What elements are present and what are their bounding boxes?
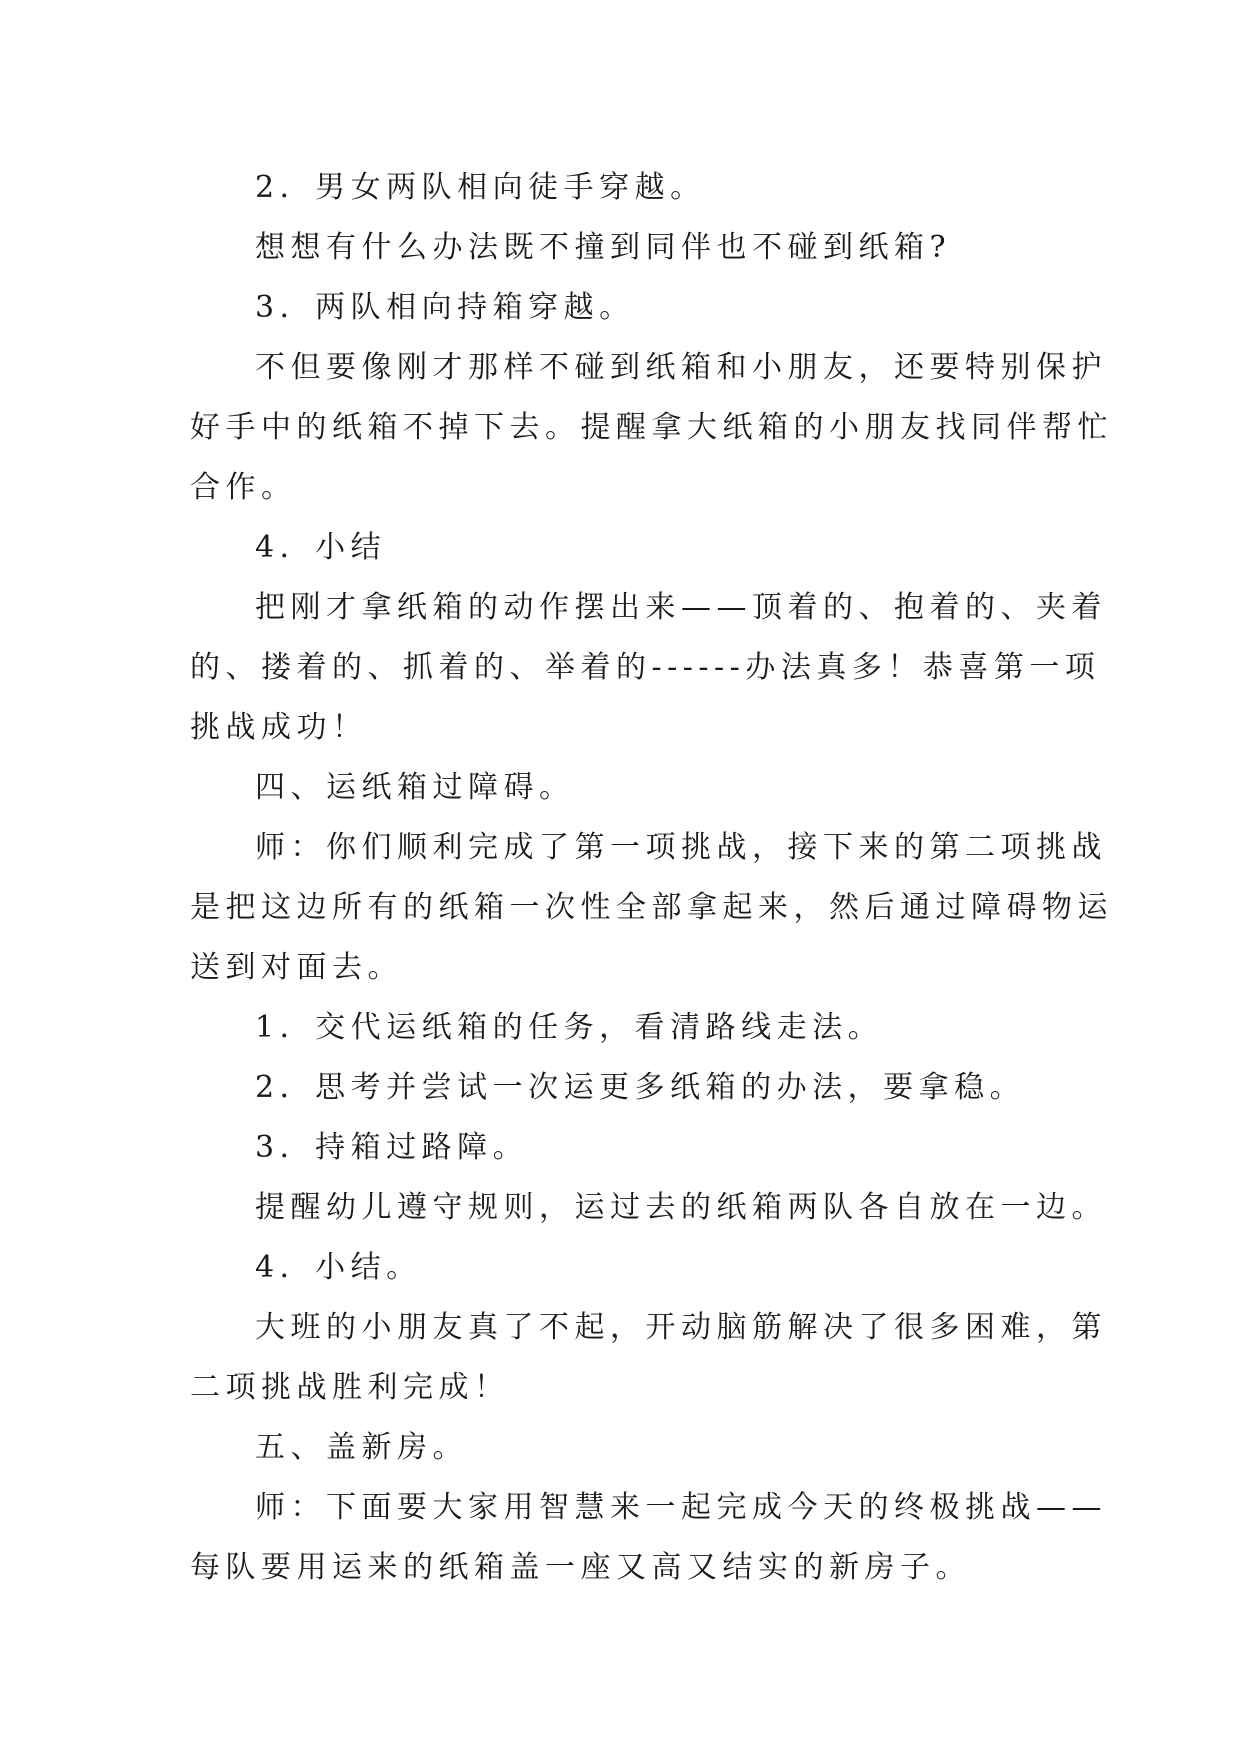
step-3-heading: 3．两队相向持箱穿越。 bbox=[255, 290, 635, 325]
paragraph-line: 是把这边所有的纸箱一次性全部拿起来，然后通过障碍物运 bbox=[190, 890, 1113, 925]
step-1-heading: 1．交代运纸箱的任务，看清路线走法。 bbox=[255, 1010, 884, 1045]
paragraph-line: 好手中的纸箱不掉下去。提醒拿大纸箱的小朋友找同伴帮忙 bbox=[190, 410, 1113, 445]
paragraph-line: 想想有什么办法既不撞到同伴也不碰到纸箱? bbox=[255, 230, 952, 265]
paragraph-line: 送到对面去。 bbox=[190, 950, 403, 985]
section-4-heading: 四、运纸箱过障碍。 bbox=[255, 770, 575, 805]
section-5-heading: 五、盖新房。 bbox=[255, 1430, 468, 1465]
step-4-heading: 4．小结 bbox=[255, 530, 387, 565]
paragraph-line: 师：下面要大家用智慧来一起完成今天的终极挑战—— bbox=[255, 1490, 1107, 1525]
paragraph-line: 提醒幼儿遵守规则，运过去的纸箱两队各自放在一边。 bbox=[255, 1190, 1107, 1225]
paragraph-line: 挑战成功！ bbox=[190, 710, 368, 745]
paragraph-line: 把刚才拿纸箱的动作摆出来——顶着的、抱着的、夹着 bbox=[255, 590, 1107, 625]
paragraph-line: 的、搂着的、抓着的、举着的------办法真多！恭喜第一项 bbox=[190, 650, 1101, 685]
paragraph-line: 大班的小朋友真了不起，开动脑筋解决了很多困难，第 bbox=[255, 1310, 1107, 1345]
paragraph-line: 每队要用运来的纸箱盖一座又高又结实的新房子。 bbox=[190, 1550, 971, 1585]
paragraph-line: 师：你们顺利完成了第一项挑战，接下来的第二项挑战 bbox=[255, 830, 1107, 865]
step-2-heading: 2．思考并尝试一次运更多纸箱的办法，要拿稳。 bbox=[255, 1070, 1026, 1105]
step-4-heading: 4．小结。 bbox=[255, 1250, 422, 1285]
paragraph-line: 合作。 bbox=[190, 470, 297, 505]
step-3-heading: 3．持箱过路障。 bbox=[255, 1130, 529, 1165]
paragraph-line: 二项挑战胜利完成！ bbox=[190, 1370, 510, 1405]
step-2-heading: 2．男女两队相向徒手穿越。 bbox=[255, 170, 706, 205]
paragraph-line: 不但要像刚才那样不碰到纸箱和小朋友，还要特别保护 bbox=[255, 350, 1107, 385]
